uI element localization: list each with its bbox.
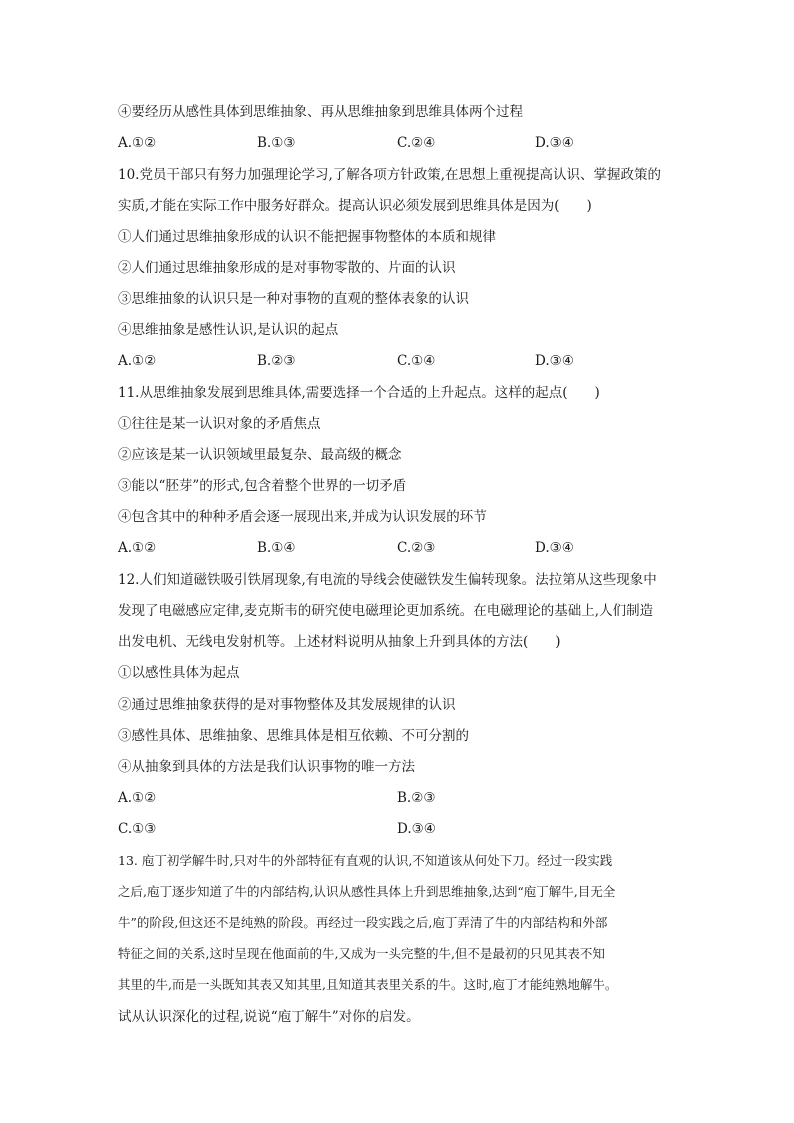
q10-item-1: ①人们通过思维抽象形成的认识不能把握事物整体的本质和规律	[118, 229, 496, 245]
q12-option-c: C.①③	[118, 821, 157, 837]
q11-option-c: C.②③	[397, 540, 436, 556]
q12-options-row-1	[118, 789, 678, 807]
q13-line-2: 之后,庖丁逐步知道了牛的内部结构,认识从感性具体上升到思维抽象,达到“庖丁解牛,目无全	[118, 884, 616, 899]
q12-option-b: B.②③	[397, 790, 436, 806]
q11-stem: 11.从思维抽象发展到思维具体,需要选择一个合适的上升起点。这样的起点( )	[118, 385, 600, 401]
q10-item-4: ④思维抽象是感性认识,是认识的起点	[118, 322, 339, 338]
q10-stem-line-1: 10.党员干部只有努力加强理论学习,了解各项方针政策,在思想上重视提高认识、掌握政策的	[118, 167, 662, 183]
q10-option-a: A.①②	[118, 353, 157, 369]
q12-stem-line-1: 12.人们知道磁铁吸引铁屑现象,有电流的导线会使磁铁发生偏转现象。法拉第从这些现象中	[118, 572, 657, 588]
q12-stem-line-3: 出发电机、无线电发射机等。上述材料说明从抽象上升到具体的方法( )	[118, 634, 561, 650]
q11-option-a: A.①②	[118, 540, 157, 556]
q12-option-a: A.①②	[118, 790, 157, 806]
q9-item-4: ④要经历从感性具体到思维抽象、再从思维抽象到思维具体两个过程	[118, 104, 523, 120]
q12-item-3: ③感性具体、思维抽象、思维具体是相互依赖、不可分割的	[118, 728, 469, 744]
q13-line-4: 特征之间的关系,这时呈现在他面前的牛,又成为一头完整的牛,但不是最初的只见其表不知	[118, 946, 605, 961]
q12-option-d: D.③④	[397, 821, 436, 837]
q11-item-4: ④包含其中的种种矛盾会逐一展现出来,并成为认识发展的环节	[118, 509, 487, 525]
q12-item-2: ②通过思维抽象获得的是对事物整体及其发展规律的认识	[118, 697, 456, 713]
q9-options	[118, 134, 678, 152]
q11-item-2: ②应该是某一认识领域里最复杂、最高级的概念	[118, 447, 402, 463]
q11-item-1: ①往往是某一认识对象的矛盾焦点	[118, 416, 321, 432]
q10-item-2: ②人们通过思维抽象形成的是对事物零散的、片面的认识	[118, 260, 456, 276]
q13-line-3: 牛”的阶段,但这还不是纯熟的阶段。再经过一段实践之后,庖丁弄清了牛的内部结构和外部	[118, 915, 608, 930]
q13-line-5: 其里的牛,而是一头既知其表又知其里,且知道其表里关系的牛。这时,庖丁才能纯熟地解牛。	[118, 977, 618, 992]
q11-option-b: B.①④	[257, 540, 296, 556]
q9-option-b: B.①③	[257, 135, 296, 151]
q10-option-c: C.①④	[397, 353, 436, 369]
q9-option-d: D.③④	[535, 135, 574, 151]
q9-option-c: C.②④	[397, 135, 436, 151]
q11-item-3: ③能以“胚芽”的形式,包含着整个世界的一切矛盾	[118, 478, 407, 494]
q9-option-a: A.①②	[118, 135, 157, 151]
q10-stem-line-2: 实质,才能在实际工作中服务好群众。提高认识必须发展到思维具体是因为( )	[118, 198, 592, 214]
q12-item-4: ④从抽象到具体的方法是我们认识事物的唯一方法	[118, 759, 415, 775]
q13-question: 试从认识深化的过程,说说“庖丁解牛”对你的启发。	[118, 1009, 420, 1025]
q12-stem-line-2: 发现了电磁感应定律,麦克斯韦的研究使电磁理论更加系统。在电磁理论的基础上,人们制造	[118, 603, 654, 619]
q12-options-row-2	[118, 820, 678, 838]
q13-line-1: 13. 庖丁初学解牛时,只对牛的外部特征有直观的认识,不知道该从何处下刀。经过一段实践	[118, 853, 613, 868]
q11-options	[118, 539, 678, 557]
q12-item-1: ①以感性具体为起点	[118, 665, 240, 681]
q10-option-d: D.③④	[535, 353, 574, 369]
q10-option-b: B.②③	[257, 353, 296, 369]
q10-options	[118, 352, 678, 370]
q10-item-3: ③思维抽象的认识只是一种对事物的直观的整体表象的认识	[118, 291, 469, 307]
q11-option-d: D.③④	[535, 540, 574, 556]
